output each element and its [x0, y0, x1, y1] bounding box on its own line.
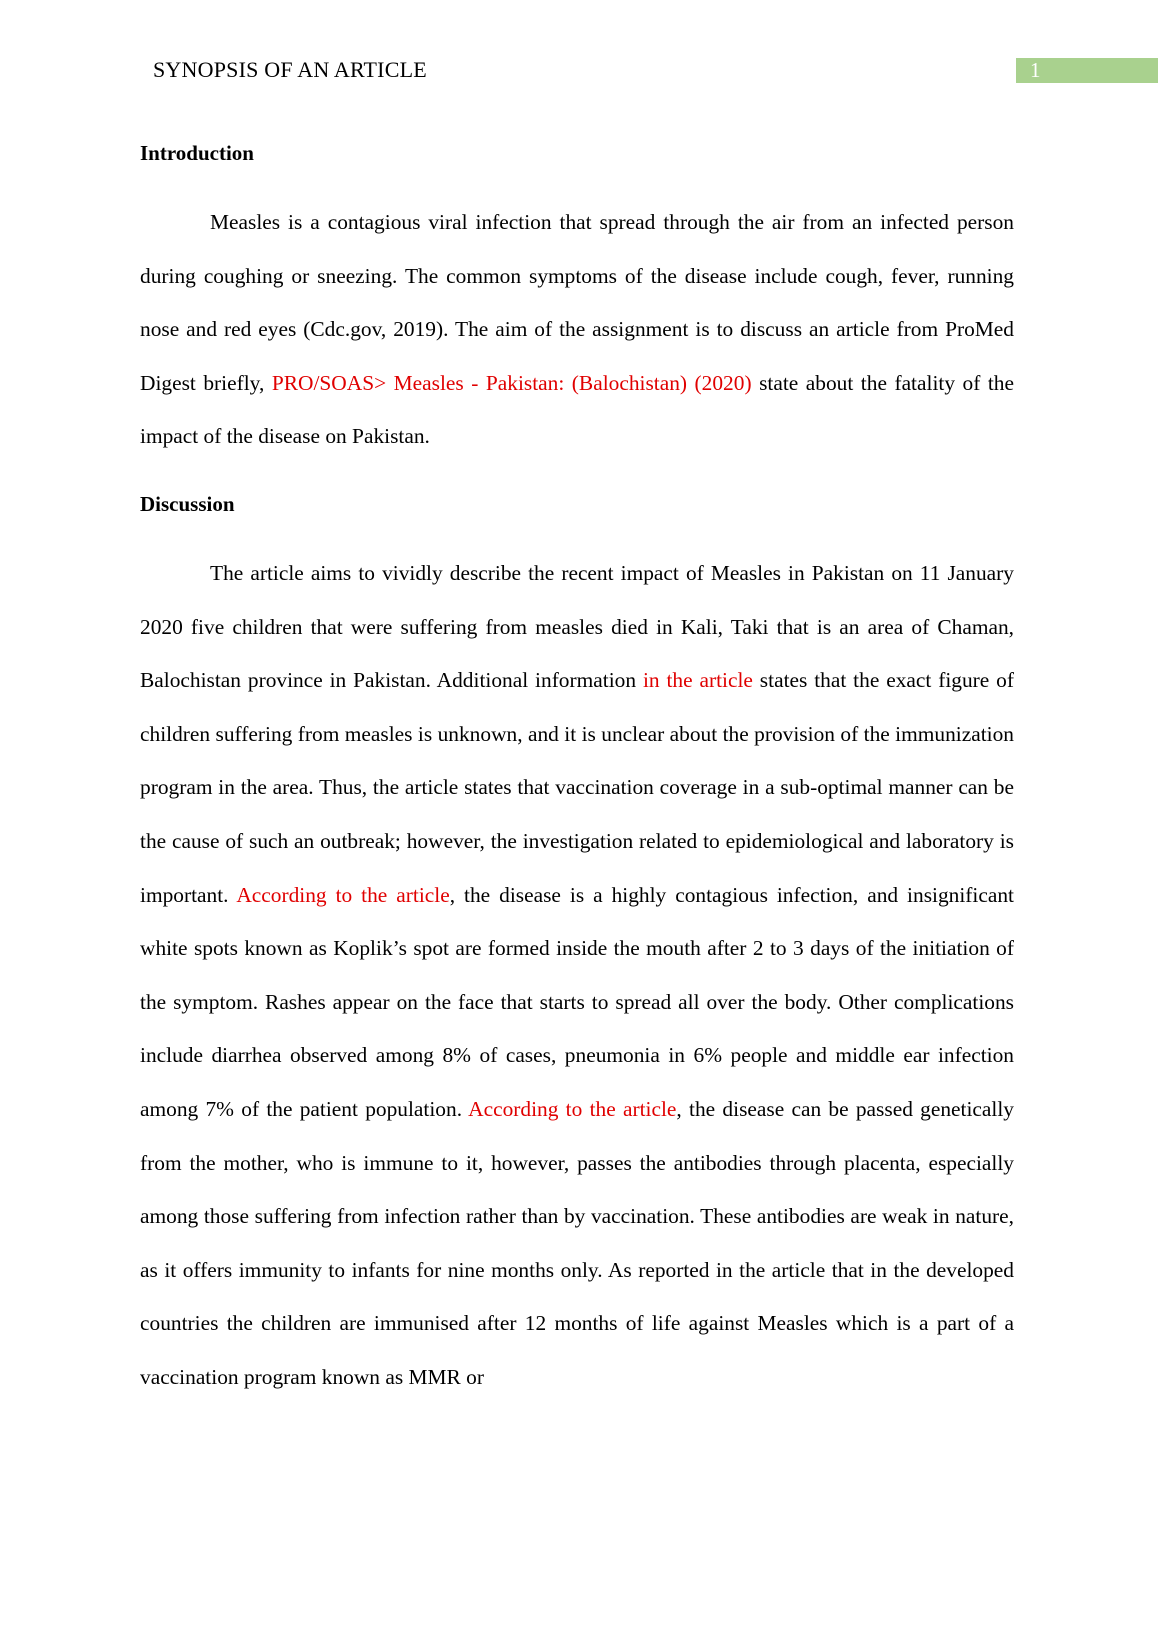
discussion-text-2: states that the exact figure of children suffering from measles is unknown, and it is unclear about the provision of the immunization program in the area. Thus, the article states that vaccination coverage in a sub-optimal manner can be the cause of such an outbreak; however, the investigation related to epidemiological and laboratory is important.	[140, 668, 1014, 907]
highlight-according-to-article-2: According to the article	[468, 1096, 677, 1121]
discussion-text-4: , the disease can be passed genetically from the mother, who is immune to it, however, passes the antibodies through placenta, especially among those suffering from infection rather than by vaccination. These antibodies are weak in nature, as it offers immunity to infants for nine months only. As reported in the article that in the developed countries the children are immunised after 12 months of life against Measles which is a part of a vaccination program known as MMR or	[140, 1096, 1014, 1389]
intro-text-2: state about the fatality of the impact of the disease on Pakistan.	[140, 370, 1014, 449]
discussion-text-1: The article aims to vividly describe the recent impact of Measles in Pakistan on 11 January 2020 five children that were suffering from measles died in Kali, Taki that is an area of Chaman, Balochistan province in Pakistan. Additional information	[140, 561, 1014, 693]
article-title-citation: PRO/SOAS> Measles - Pakistan: (Balochistan) (2020)	[271, 370, 752, 395]
introduction-paragraph	[140, 196, 1014, 464]
discussion-paragraph	[140, 547, 1014, 1405]
running-head: SYNOPSIS OF AN ARTICLE	[153, 57, 427, 82]
introduction-heading: Introduction	[140, 141, 254, 165]
page-number: 1	[1030, 58, 1041, 82]
discussion-heading: Discussion	[140, 492, 235, 516]
discussion-text-3: , the disease is a highly contagious infection, and insignificant white spots known as Koplik’s spot are formed inside the mouth after 2 to 3 days of the initiation of the symptom. Rashes appear on the face that starts to spread all over the body. Other complications include diarrhea observed among 8% of cases, pneumonia in 6% people and middle ear infection among 7% of the patient population.	[140, 882, 1014, 1121]
highlight-according-to-article-1: According to the article	[236, 882, 450, 907]
highlight-in-the-article: in the article	[642, 668, 753, 693]
intro-text-1: Measles is a contagious viral infection that spread through the air from an infected person during coughing or sneezing. The common symptoms of the disease include cough, fever, running nose and red eyes (Cdc.gov, 2019). The aim of the assignment is to discuss an article from ProMed Digest briefly,	[140, 210, 1014, 395]
page-number-badge	[1016, 58, 1158, 83]
